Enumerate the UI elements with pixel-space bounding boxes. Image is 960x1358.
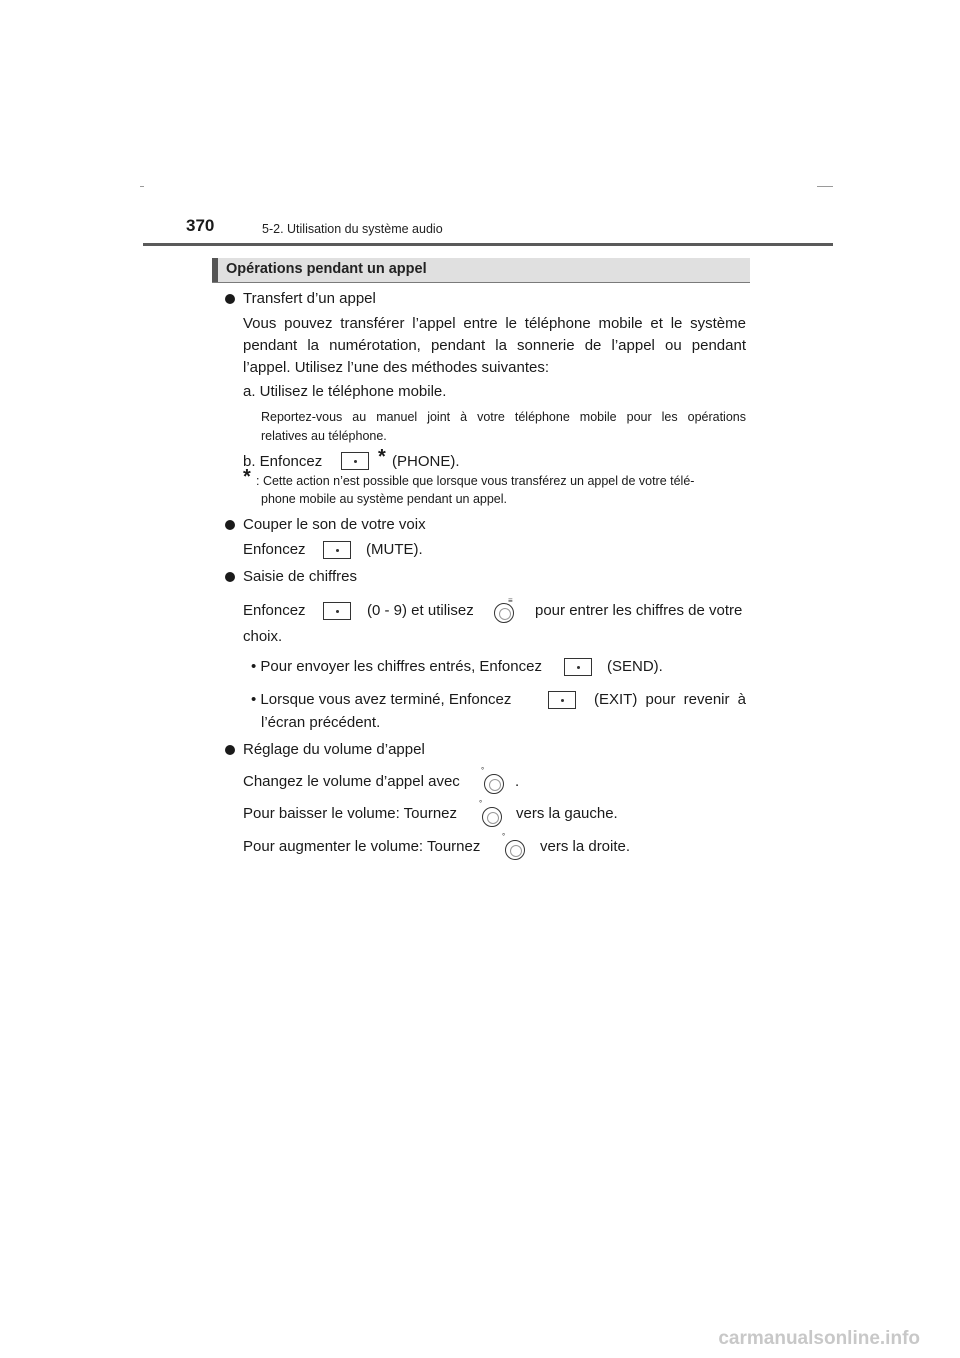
volume-knob-left-mark-icon: °: [479, 799, 483, 808]
volume-line-3-prefix: Pour augmenter le volume: Tournez: [243, 838, 481, 855]
exit-prefix: • Lorsque vous avez terminé, Enfoncez: [251, 691, 512, 708]
mute-button-icon: [323, 541, 351, 559]
mute-suffix: (MUTE).: [366, 541, 423, 558]
digits-middle: (0 - 9) et utilisez: [367, 602, 474, 619]
transfer-paragraph-line-2: pendant la numérotation, pendant la sonnerie de l’appel ou pendant: [243, 337, 746, 354]
footnote-line-1: : Cette action n’est possible que lorsque vous transférez un appel de votre télé-: [256, 474, 695, 488]
transfer-paragraph-line-1: Vous pouvez transférer l’appel entre le téléphone mobile et le système: [243, 315, 746, 332]
digit-button-icon: [323, 602, 351, 620]
section-title: Opérations pendant un appel: [226, 261, 427, 277]
digits-line-2: choix.: [243, 628, 283, 645]
page-number: 370: [186, 216, 215, 235]
heading-digits: Saisie de chiffres: [243, 568, 357, 585]
bullet-transfer: [225, 294, 235, 304]
option-a-note-line-1: Reportez-vous au manuel joint à votre téléphone mobile pour les opérations: [261, 410, 746, 424]
send-suffix: (SEND).: [607, 658, 663, 675]
option-b-star: *: [378, 446, 386, 468]
digits-prefix: Enfoncez: [243, 602, 306, 619]
footnote-star: *: [243, 466, 251, 488]
mute-prefix: Enfoncez: [243, 541, 306, 558]
volume-line-1-suffix: .: [515, 773, 520, 790]
section-header-bar: [212, 258, 218, 282]
bullet-digits: [225, 572, 235, 582]
volume-line-2-prefix: Pour baisser le volume: Tournez: [243, 805, 457, 822]
option-a-note-line-2: relatives au téléphone.: [261, 429, 387, 443]
volume-knob-right-icon: [505, 840, 525, 860]
section-header: [212, 258, 750, 283]
option-b-suffix: (PHONE).: [392, 453, 460, 470]
heading-volume: Réglage du volume d’appel: [243, 741, 425, 758]
volume-line-2-suffix: vers la gauche.: [516, 805, 618, 822]
volume-line-1-prefix: Changez le volume d’appel avec: [243, 773, 460, 790]
phone-button-icon: [341, 452, 369, 470]
heading-mute: Couper le son de votre voix: [243, 516, 426, 533]
header-rule: [143, 243, 833, 246]
bullet-volume: [225, 745, 235, 755]
option-a: a. Utilisez le téléphone mobile.: [243, 383, 447, 400]
chapter-title: 5-2. Utilisation du système audio: [262, 222, 443, 236]
tune-knob-icon: [494, 603, 514, 623]
volume-knob-right-mark-icon: °: [502, 832, 506, 841]
send-button-icon: [564, 658, 592, 676]
volume-knob-mark-icon: °: [481, 766, 485, 775]
crop-mark-left: [140, 186, 144, 187]
crop-mark-right: [817, 186, 833, 187]
send-prefix: • Pour envoyer les chiffres entrés, Enfoncez: [251, 658, 542, 675]
digits-suffix: pour entrer les chiffres de votre: [535, 602, 743, 619]
transfer-paragraph-line-3: l’appel. Utilisez l’une des méthodes suivantes:: [243, 359, 549, 376]
exit-line-2: l’écran précédent.: [261, 714, 381, 731]
bullet-mute: [225, 520, 235, 530]
watermark: carmanualsonline.info: [718, 1328, 920, 1349]
volume-knob-icon: [484, 774, 504, 794]
volume-knob-left-icon: [482, 807, 502, 827]
option-b-prefix: b. Enfoncez: [243, 453, 323, 470]
exit-middle: (EXIT) pour revenir à: [594, 691, 746, 708]
tune-knob-mark-icon: ≡: [508, 596, 513, 605]
footnote-line-2: phone mobile au système pendant un appel.: [261, 492, 508, 506]
exit-button-icon: [548, 691, 576, 709]
volume-line-3-suffix: vers la droite.: [540, 838, 631, 855]
heading-transfer: Transfert d’un appel: [243, 290, 376, 307]
